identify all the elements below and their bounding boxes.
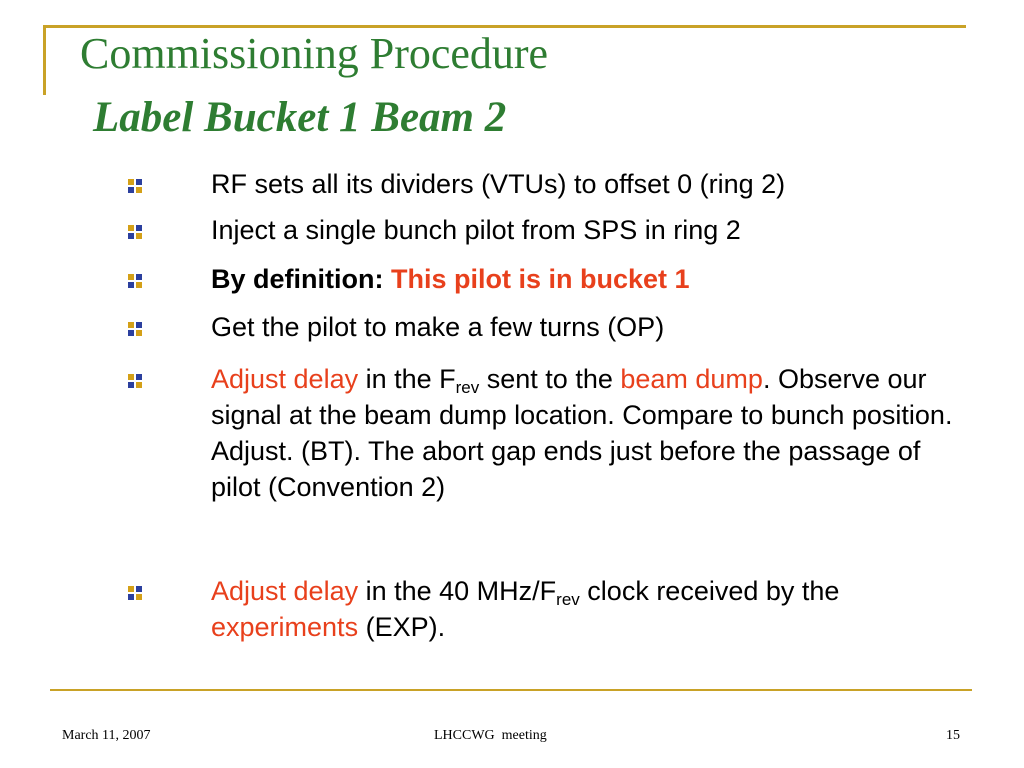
bullet-text: RF sets all its dividers (VTUs) to offset 0 (ring 2)	[211, 169, 786, 199]
bullet-icon	[128, 274, 142, 288]
bullet-icon	[128, 225, 142, 239]
red-emphasis: Adjust delay	[211, 364, 359, 394]
bullet-text	[211, 361, 971, 505]
subscript: rev	[556, 590, 580, 609]
bullet-text: Get the pilot to make a few turns (OP)	[211, 312, 665, 342]
text-span: clock received by the	[579, 576, 840, 606]
bullet-icon	[128, 374, 142, 388]
frame-left-rule	[43, 25, 46, 95]
footer-date: March 11, 2007	[62, 728, 151, 743]
text-span: in the 40 MHz/F	[358, 576, 557, 606]
slide-title: Commissioning Procedure	[80, 29, 549, 78]
text-span: in the F	[358, 364, 456, 394]
subscript: rev	[455, 378, 480, 397]
red-emphasis: beam dump	[620, 364, 763, 394]
red-emphasis: experiments	[211, 612, 359, 642]
footer-rule	[50, 689, 972, 691]
text-span: (EXP).	[358, 612, 446, 642]
bullet-icon	[128, 586, 142, 600]
bold-label: By definition:	[211, 264, 384, 294]
bullet-text	[211, 261, 971, 297]
red-emphasis: Adjust delay	[211, 576, 359, 606]
bullet-text	[211, 573, 971, 645]
bullet-icon	[128, 179, 142, 193]
bullet-icon	[128, 322, 142, 336]
page-number: 15	[946, 728, 960, 743]
text-span: sent to the	[479, 364, 621, 394]
red-emphasis: This pilot is in bucket 1	[391, 264, 690, 294]
footer-title: LHCCWG meeting	[434, 728, 547, 743]
text-span: . Observe our signal at the beam dump location. Compare to bunch position. Adjust. (BT). The abort gap ends just before the passage of pilot (Convention 2)	[211, 364, 953, 502]
slide-subtitle: Label Bucket 1 Beam 2	[93, 94, 507, 141]
bullet-text: Inject a single bunch pilot from SPS in ring 2	[211, 215, 741, 245]
